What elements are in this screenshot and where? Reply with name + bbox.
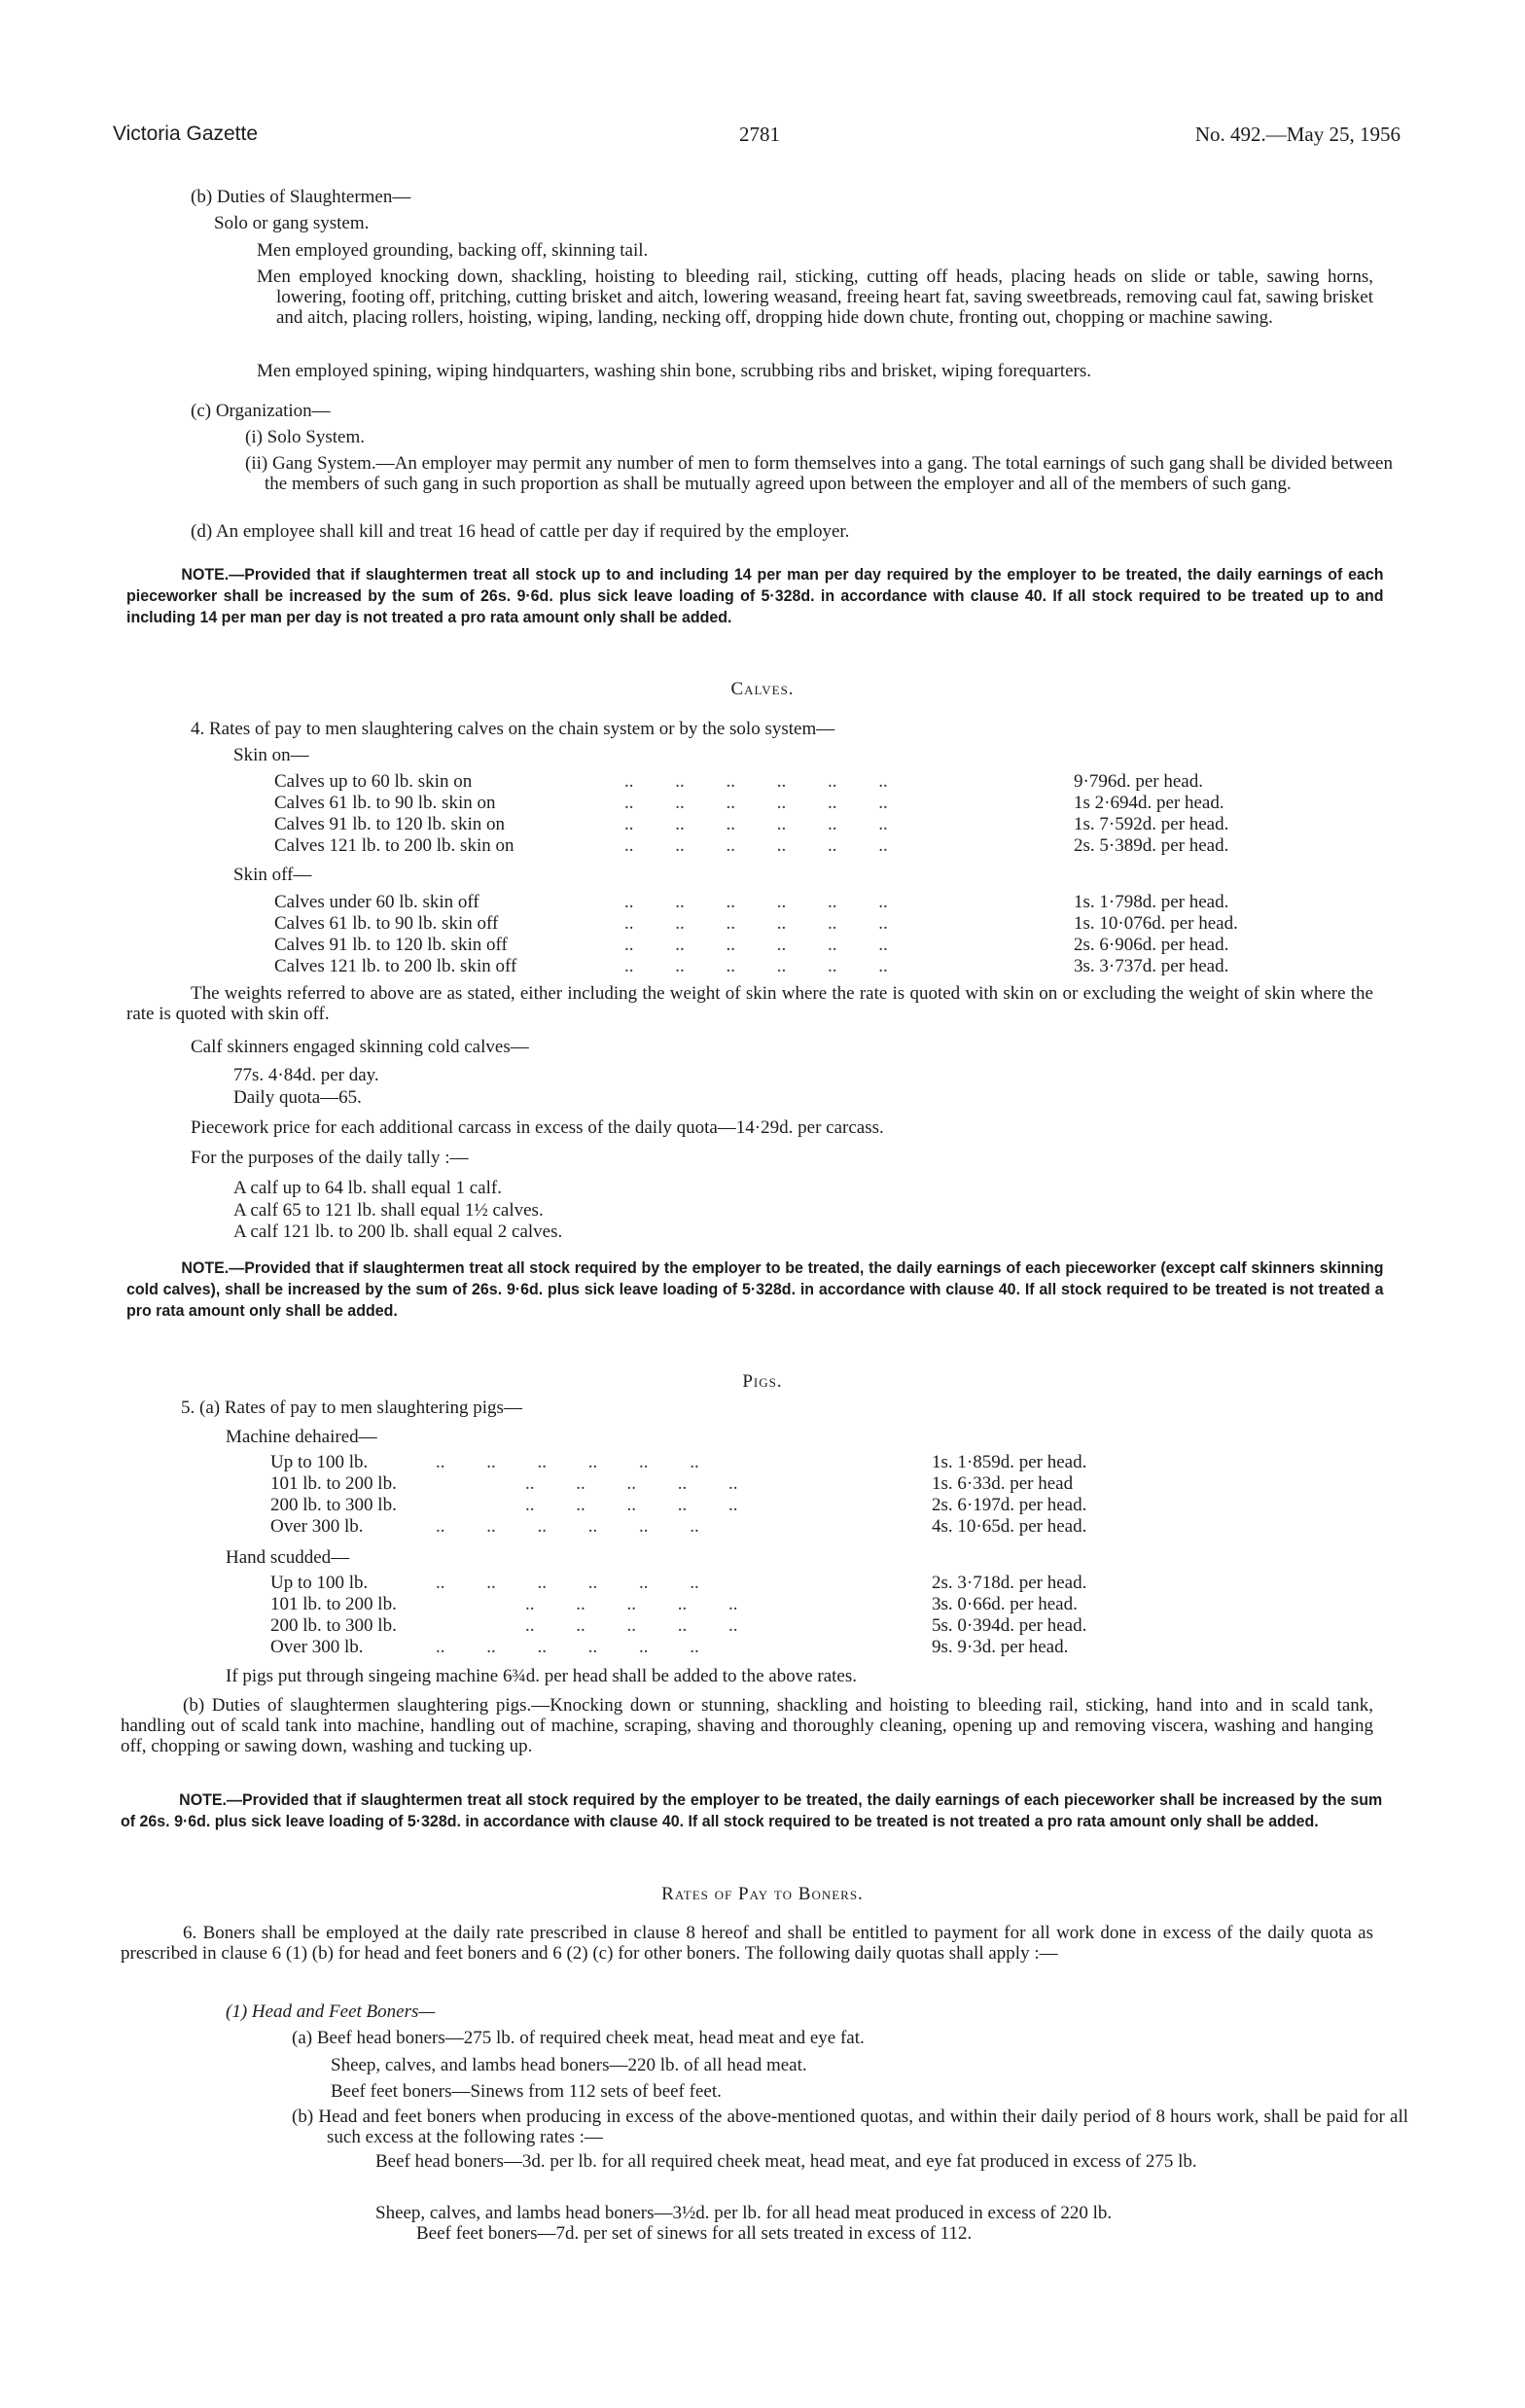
issue-date: No. 492.—May 25, 1956 bbox=[1194, 123, 1401, 146]
tally-label: For the purposes of the daily tally :— bbox=[191, 1148, 469, 1168]
tally-item: A calf up to 64 lb. shall equal 1 calf. bbox=[233, 1178, 502, 1198]
tally-item: A calf 65 to 121 lb. shall equal 1½ calves. bbox=[233, 1200, 544, 1221]
calves-intro: 4. Rates of pay to men slaughtering calves on the chain system or by the solo system— bbox=[191, 719, 835, 739]
rate-b3: Beef feet boners—7d. per set of sinews for all sets treated in excess of 112. bbox=[416, 2223, 973, 2244]
note-3: NOTE.—Provided that if slaughtermen treat all stock required by the employer to be treated, the daily earnings of each pieceworker shall be increased by the sum of 26s. 9·6d. plus sick leave loading of 5·328d. in accordance with clause 40. If all stock required to be treated is not treated a pro rata amount only shall be added. bbox=[121, 1790, 1383, 1830]
head-feet-boners-label: (1) Head and Feet Boners— bbox=[226, 2001, 436, 2022]
calves-heading: Calves. bbox=[730, 679, 795, 699]
skinners-label: Calf skinners engaged skinning cold calves— bbox=[191, 1037, 529, 1057]
clause-d: (d) An employee shall kill and treat 16 head of cattle per day if required by the employer. bbox=[191, 521, 850, 542]
duty-line-1: Men employed grounding, backing off, skinning tail. bbox=[257, 240, 649, 261]
note-1: NOTE.—Provided that if slaughtermen treat all stock up to and including 14 per man per day required by the employer to be treated, the daily earnings of each pieceworker shall be increased by the sum of 26s. 9·6d. plus sick leave loading of 5·328d. in accordance with clause 40. If all stock required to be treated up to and including 14 per man per day is not treated a pro rata amount only shall be added. bbox=[126, 565, 1384, 626]
slaughtermen-heading: (b) Duties of Slaughtermen— bbox=[191, 187, 411, 207]
quota-b: (b) Head and feet boners when producing in excess of the above-mentioned quotas, and within their daily period of 8 hours work, shall be paid for all such excess at the following rates :— bbox=[292, 2107, 1408, 2147]
tally-item: A calf 121 lb. to 200 lb. shall equal 2 calves. bbox=[233, 1222, 563, 1242]
pigs-intro: 5. (a) Rates of pay to men slaughtering pigs— bbox=[181, 1398, 522, 1418]
gazette-title: Victoria Gazette bbox=[113, 123, 259, 145]
skinners-quota: Daily quota—65. bbox=[233, 1087, 362, 1108]
pigs-heading: Pigs. bbox=[742, 1371, 783, 1392]
solo-gang-line: Solo or gang system. bbox=[214, 213, 370, 233]
gang-system: (ii) Gang System.—An employer may permit any number of men to form themselves into a gang. The total earnings of such gang shall be divided between the members of such gang in such proportion as shall be mutually agreed upon between the employer and all of the members of such gang. bbox=[245, 453, 1393, 494]
skin-off-label: Skin off— bbox=[233, 865, 312, 885]
organization-heading: (c) Organization— bbox=[191, 401, 331, 421]
duty-line-2: Men employed knocking down, shackling, hoisting to bleeding rail, sticking, cutting off heads, placing heads on slide or table, sawing horns, lowering, footing off, pritching, cutting brisket and aitch, lowering weasand, freeing heart fat, saving sweetbreads, removing caul fat, sawing brisket and aitch, placing rollers, hoisting, wiping, landing, necking off, dropping hide down chute, fronting out, chopping or machine sawing. bbox=[257, 266, 1373, 328]
piecework-price: Piecework price for each additional carcass in excess of the daily quota—14·29d. per carcass. bbox=[191, 1117, 884, 1138]
weights-note: The weights referred to above are as stated, either including the weight of skin where the rate is quoted with skin on or excluding the weight of skin where the rate is quoted with skin off. bbox=[126, 983, 1373, 1024]
duty-line-3: Men employed spining, wiping hindquarters, washing shin bone, scrubbing ribs and brisket, wiping forequarters. bbox=[257, 361, 1092, 381]
machine-label: Machine dehaired— bbox=[226, 1427, 377, 1447]
page-number: 2781 bbox=[739, 123, 780, 146]
skinners-rate: 77s. 4·84d. per day. bbox=[233, 1065, 379, 1085]
note-2: NOTE.—Provided that if slaughtermen treat all stock required by the employer to be treated, the daily earnings of each pieceworker (except calf skinners skinning cold calves), shall be increased by the sum of 26s. 9·6d. plus sick leave loading of 5·328d. in accordance with clause 40. If all stock required to be treated is not treated a pro rata amount only shall be added. bbox=[126, 1258, 1384, 1320]
rate-b2: Sheep, calves, and lambs head boners—3½d. per lb. for all head meat produced in excess of 220 lb. bbox=[375, 2203, 1113, 2223]
rate-b1: Beef head boners—3d. per lb. for all required cheek meat, head meat, and eye fat produced in excess of 275 lb. bbox=[375, 2151, 1197, 2172]
singeing-note: If pigs put through singeing machine 6¾d. per head shall be added to the above rates. bbox=[226, 1666, 857, 1686]
pig-duties: (b) Duties of slaughtermen slaughtering pigs.—Knocking down or stunning, shackling and hoisting to bleeding rail, sticking, hand into and in scald tank, handling out of scald tank into machine, handling out of machine, scraping, shaving and thoroughly cleaning, opening up and removing viscera, washing and hanging off, chopping or sawing down, washing and tucking up. bbox=[121, 1695, 1373, 1756]
quota-a3: Beef feet boners—Sinews from 112 sets of beef feet. bbox=[331, 2081, 722, 2102]
boners-intro: 6. Boners shall be employed at the daily rate prescribed in clause 8 hereof and shall be entitled to payment for all work done in excess of the daily quota as prescribed in clause 6 (1) (b) for head and feet boners and 6 (2) (c) for other boners. The following daily quotas shall apply :— bbox=[121, 1923, 1373, 1964]
hand-label: Hand scudded— bbox=[226, 1547, 350, 1568]
gazette-page: Victoria Gazette 2781 No. 492.—May 25, 1956 (b) Duties of Slaughtermen— Solo or gang system. Men employed grounding, backing off, skinning tail. Men employed knocking down, shackling, hoisting to bleeding rail, sticking, cutting off heads, placing heads on slide or table, sawing horns, lowering, footing off, pritching, cutting brisket and aitch, lowering weasand, freeing heart fat, saving sweetbreads, removing caul fat, sawing brisket and aitch, placing rollers, hoisting, wiping, landing, necking off, dropping hide down chute, fronting out, chopping or machine sawing. Men employed spining, wiping hindquarters, washing shin bone, scrubbing ribs and brisket, wiping forequarters. (c) Organization— (i) Solo System. (ii) Gang System.—An employer may permit any number of men to form themselves into a gang. The total earnings of such gang shall be divided between the members of such gang in such proportion as shall be mutually agreed upon between the employer and all of the members of such gang. (d) An employee shall kill and treat 16 head of cattle per day if required by the employer. NOTE.—Provided that if slaughtermen treat all stock up to and including 14 per man per day required by the employer to be treated, the daily earnings of each pieceworker shall be increased by the sum of 26s. 9·6d. plus sick leave loading of 5·328d. in accordance with clause 40. If all stock required to be treated up to and including 14 per man per day is not treated a pro rata amount only shall be added. Calves. 4. Rates of pay to men slaughtering calves on the chain system or by the solo system— Skin on— Calves up to 60 lb. skin on .. .. .. .. .. .. 9·796d. per head. Calves 61 lb. to 90 lb. skin on .. .. .. .. .. .. 1s 2·694d. per head. Calves 91 lb. to 120 lb. skin on .. .. .. .. .. .. 1s. 7·592d. per head. Calves 121 lb. to 200 lb. skin on .. .. .. .. .. .. 2s. 5·389d. per head. Skin off— Calves under 60 lb. skin off .. .. .. .. .. .. 1s. 1·798d. per head. Calves 61 lb. to 90 lb. skin off .. .. .. .. .. .. 1s. 10·076d. per head. Calves 91 lb. to 120 lb. skin off .. .. .. .. .. .. 2s. 6·906d. per head. Calves 121 lb. to 200 lb. skin off .. .. .. .. .. .. 3s. 3·737d. per head. The weights referred to above are as stated, either including the weight of skin where the rate is quoted with skin on or excluding the weight of skin where the rate is quoted with skin off. Calf skinners engaged skinning cold calves— 77s. 4·84d. per day. Daily quota—65. Piecework price for each additional carcass in excess of the daily quota—14·29d. per carcass. For the purposes of the daily tally :— A calf up to 64 lb. shall equal 1 calf. A calf 65 to 121 lb. shall equal 1½ calves. A calf 121 lb. to 200 lb. shall equal 2 calves. NOTE.—Provided that if slaughtermen treat all stock required by the employer to be treated, the daily earnings of each pieceworker (except calf skinners skinning cold calves), shall be increased by the sum of 26s. 9·6d. plus sick leave loading of 5·328d. in accordance with clause 40. If all stock required to be treated is not treated a pro rata amount only shall be added. Pigs. 5. (a) Rates of pay to men slaughtering pigs— Machine dehaired— Up to 100 lb. .. .. .. .. .. .. 1s. 1·859d. per head. 101 lb. to 200 lb. .. .. .. .. .. 1s. 6·33d. per head 200 lb. to 300 lb. .. .. .. .. .. 2s. 6·197d. per head. Over 300 lb. .. .. .. .. .. .. 4s. 10·65d. per head. Hand scudded— Up to 100 lb. .. .. .. .. .. .. 2s. 3·718d. per head. 101 lb. to 200 lb. .. .. .. .. .. 3s. 0·66d. per head. 200 lb. to 300 lb. .. .. .. .. .. 5s. 0·394d. per head. Over 300 lb. .. .. .. .. .. .. 9s. 9·3d. per head. If pigs put through singeing machine 6¾d. per head shall be added to the above rates. (b) Duties of slaughtermen slaughtering pigs.—Knocking down or stunning, shackling and hoisting to bleeding rail, sticking, hand into and in scald tank, handling out of scald tank into machine, handling out of machine, scraping, shaving and thoroughly cleaning, opening up and removing viscera, washing and hanging off, chopping or sawing down, washing and tucking up. NOTE.—Provided that if slaughtermen treat all stock required by the employer to be treated, the daily earnings of each pieceworker shall be increased by the sum of 26s. 9·6d. plus sick leave loading of 5·328d. in accordance with clause 40. If all stock required to be treated is not treated a pro rata amount only shall be added. Rates of Pay to Boners. 6. Boners shall be employed at the daily rate prescribed in clause 8 hereof and shall be entitled to payment for all work done in excess of the daily quota as prescribed in clause 6 (1) (b) for head and feet boners and 6 (2) (c) for other boners. The following daily quotas shall apply :— (1) Head and Feet Boners— (a) Beef head boners—275 lb. of required cheek meat, head meat and eye fat. Sheep, calves, and lambs head boners—220 lb. of all head meat. Beef feet boners—Sinews from 112 sets of beef feet. (b) Head and feet boners when producing in excess of the above-mentioned quotas, and within their daily period of 8 hours work, shall be paid for all such excess at the following rates :— Beef head boners—3d. per lb. for all required cheek meat, head meat, and eye fat produced in excess of 275 lb. Sheep, calves, and lambs head boners—3½d. per lb. for all head meat produced in excess of 220 lb. Beef feet boners—7d. per set of sinews for all sets treated in excess of 112. bbox=[0, 0, 1525, 2408]
solo-system: (i) Solo System. bbox=[245, 427, 365, 447]
skin-on-label: Skin on— bbox=[233, 745, 309, 765]
quota-a2: Sheep, calves, and lambs head boners—220 lb. of all head meat. bbox=[331, 2055, 807, 2075]
quota-a: (a) Beef head boners—275 lb. of required cheek meat, head meat and eye fat. bbox=[292, 2028, 865, 2048]
boners-heading: Rates of Pay to Boners. bbox=[661, 1884, 864, 1904]
